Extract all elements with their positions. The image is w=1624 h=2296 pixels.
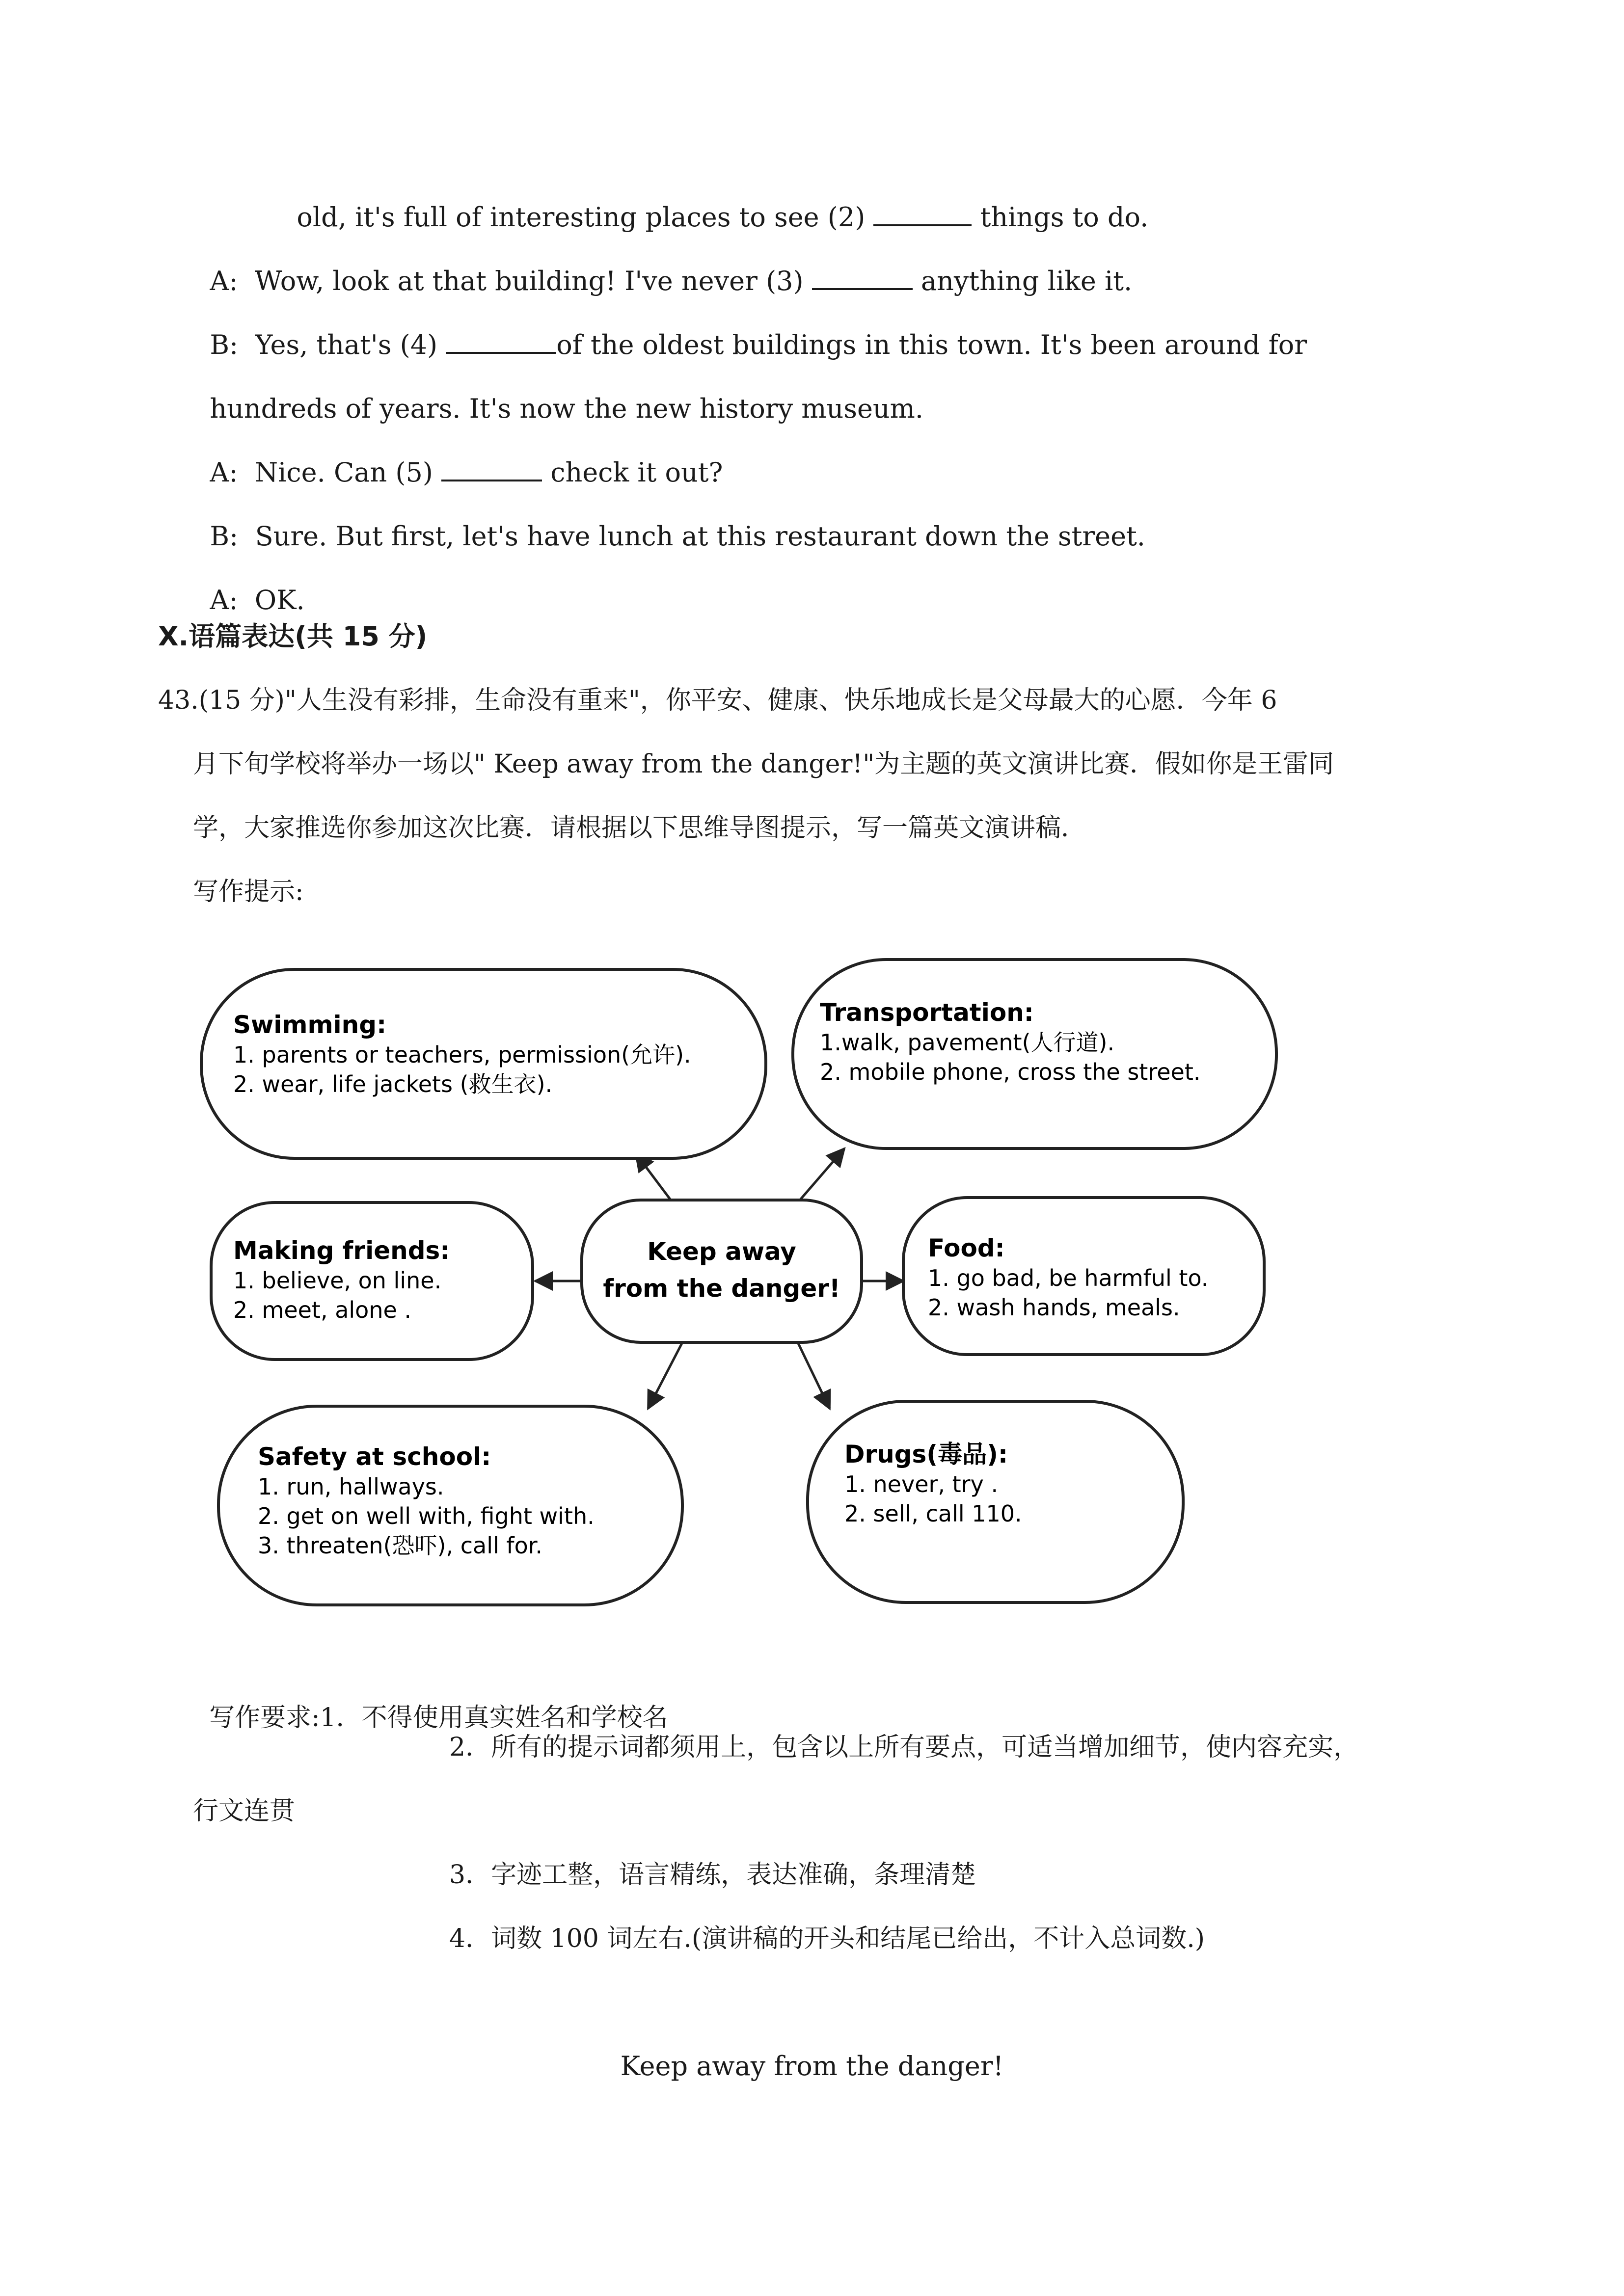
requirement-2a: 2．所有的提示词都须用上，包含以上所有要点，可适当增加细节，使内容充实， (449, 1733, 1359, 1762)
node-friends-title: Making friends: (233, 1236, 450, 1265)
arrow-to-swimming (636, 1153, 673, 1202)
node-transportation-line-1: 1.walk, pavement(人行道). (820, 1029, 1115, 1056)
node-safety-line-1: 1. run, hallways. (258, 1473, 444, 1500)
question-line-1: 43.(15 分)"人生没有彩排，生命没有重来"，你平安、健康、快乐地成长是父母最大的心愿．今年 6 (158, 686, 1277, 715)
node-swimming-line-1: 1. parents or teachers, permission(允许). (233, 1041, 691, 1068)
dialogue-text: Nice. Can (5) (254, 457, 442, 488)
hint-label: 写作提示: (193, 877, 304, 907)
node-safety-line-3: 3. threaten(恐吓), call for. (258, 1532, 543, 1559)
arrow-to-drugs (798, 1342, 830, 1409)
requirements-label: 写作要求: (209, 1703, 320, 1733)
node-food-line-2: 2. wash hands, meals. (928, 1294, 1180, 1321)
speaker-label: A: (210, 266, 238, 296)
center-line-2: from the danger! (603, 1274, 840, 1303)
speaker-label: B: (210, 521, 239, 552)
center-node (582, 1200, 862, 1342)
node-transportation-line-2: 2. mobile phone, cross the street. (820, 1059, 1201, 1085)
node-safety-title: Safety at school: (258, 1442, 491, 1471)
dialogue-text: things to do. (972, 202, 1149, 233)
section-heading: X.语篇表达(共 15 分) (158, 621, 428, 652)
node-drugs-line-2: 2. sell, call 110. (844, 1500, 1022, 1527)
requirement-4: 4．词数 100 词左右.(演讲稿的开头和结尾已给出，不计入总词数.) (449, 1924, 1205, 1953)
node-food-line-1: 1. go bad, be harmful to. (928, 1265, 1209, 1291)
center-line-1: Keep away (647, 1237, 796, 1266)
node-drugs-title: Drugs(毒品): (844, 1440, 1008, 1468)
requirements-line-1 (193, 1666, 668, 1735)
arrow-to-safety (648, 1342, 682, 1409)
dialogue-text: Sure. But first, let's have lunch at this restaurant down the street. (255, 521, 1145, 552)
dialogue-text: Wow, look at that building! I've never (3) (254, 266, 812, 296)
dialogue-text: check it out? (542, 457, 723, 488)
dialogue-text: hundreds of years. It's now the new history museum. (210, 393, 924, 424)
dialogue-text: OK. (254, 585, 305, 615)
speaker-label: B: (210, 329, 239, 360)
requirement-2b: 行文连贯 (193, 1796, 296, 1826)
speaker-label: A: (210, 585, 238, 615)
node-transportation-title: Transportation: (820, 998, 1034, 1027)
requirement-1: 1．不得使用真实姓名和学校名 (320, 1703, 668, 1733)
speaker-label: A: (210, 457, 238, 488)
node-swimming-line-2: 2. wear, life jackets (救生衣). (233, 1071, 553, 1097)
node-swimming-title: Swimming: (233, 1011, 387, 1039)
essay-title: Keep away from the danger! (620, 2051, 1004, 2082)
question-line-2: 月下旬学校将举办一场以" Keep away from the danger!"为主题的英文演讲比赛．假如你是王雷同 (193, 749, 1334, 779)
node-drugs-line-1: 1. never, try . (844, 1471, 999, 1497)
node-safety-line-2: 2. get on well with, fight with. (258, 1503, 595, 1529)
node-food-title: Food: (928, 1234, 1005, 1262)
arrow-to-transportation (798, 1148, 844, 1202)
dialogue-text: old, it's full of interesting places to see (2) (297, 202, 874, 233)
node-friends-line-1: 1. believe, on line. (233, 1267, 442, 1294)
dialogue-text: anything like it. (912, 266, 1133, 296)
node-friends-line-2: 2. meet, alone . (233, 1297, 412, 1323)
dialogue-text: Yes, that's (4) (255, 329, 446, 360)
question-line-3: 学，大家推选你参加这次比赛．请根据以下思维导图提示，写一篇英文演讲稿． (193, 813, 1087, 843)
requirement-3: 3．字迹工整，语言精练，表达准确，条理清楚 (449, 1860, 976, 1890)
dialogue-text: of the oldest buildings in this town. It's been around for (556, 329, 1307, 360)
